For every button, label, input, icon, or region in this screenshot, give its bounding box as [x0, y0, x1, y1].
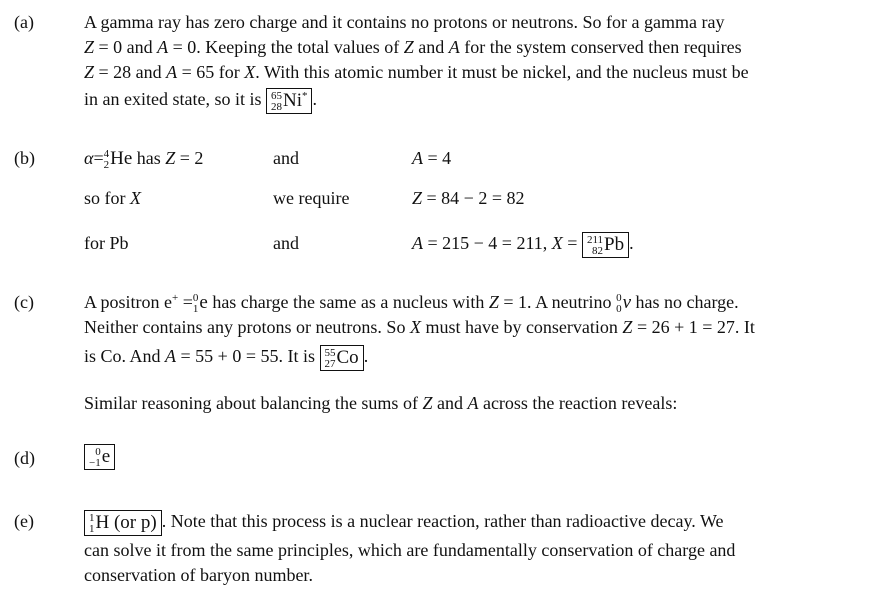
part-a-line-4: in an exited state, so it is 65 28 Ni* .: [84, 89, 317, 113]
part-b-row3-col3: A = 215 − 4 = 211, X = 211 82 Pb .: [412, 233, 634, 257]
part-a-line-3: Z = 28 and A = 65 for X. With this atomic number it must be nickel, and the nucleus must be: [84, 62, 749, 82]
part-e-line-3: conservation of baryon number.: [84, 565, 313, 585]
part-d-answer: [84, 442, 115, 470]
part-b-row1-col2: and: [273, 148, 299, 168]
part-b-row3-col2: and: [273, 233, 299, 253]
part-c-line-2: Neither contains any protons or neutrons. So X must have by conservation Z = 26 + 1 = 27. It: [84, 317, 755, 337]
part-e-line-2: can solve it from the same principles, which are fundamentally conservation of charge and: [84, 540, 736, 560]
part-a-line-1: A gamma ray has zero charge and it contains no protons or neutrons. So for a gamma ray: [84, 12, 725, 32]
part-d-label: (d): [14, 448, 35, 468]
part-b-label: (b): [14, 148, 35, 168]
part-a-label: (a): [14, 12, 34, 32]
part-b-row1-col1: α= 4 2 He has Z = 2: [84, 147, 204, 171]
part-b-row3-col1: for Pb: [84, 233, 129, 253]
answer-box-lead: 211 82 Pb: [582, 232, 629, 258]
part-a-line-2: Z = 0 and A = 0. Keeping the total values of Z and A for the system conserved then requires: [84, 37, 742, 57]
answer-box-nickel: 65 28 Ni*: [266, 88, 313, 114]
part-c-line-3: is Co. And A = 55 + 0 = 55. It is 55 27 Co .: [84, 346, 369, 370]
part-c-line-1: A positron e+ = 0 1 e has charge the same as a nucleus with Z = 1. A neutrino 0 0 ν has no charge.: [84, 291, 739, 315]
part-b-row2-col2: we require: [273, 188, 350, 208]
answer-box-cobalt: 55 27 Co: [320, 345, 364, 371]
answer-box-proton: 1 1 H (or p): [84, 510, 162, 536]
part-e-label: (e): [14, 511, 34, 531]
part-b-row2-col3: Z = 84 − 2 = 82: [412, 188, 525, 208]
part-e-line-1: 1 1 H (or p) . Note that this process is a nuclear reaction, rather than radioactive decay. We: [84, 508, 724, 536]
part-c-note: Similar reasoning about balancing the sums of Z and A across the reaction reveals:: [84, 393, 678, 413]
part-c-label: (c): [14, 292, 34, 312]
part-b-row1-col3: A = 4: [412, 148, 452, 168]
answer-box-electron: 0 −1 e: [84, 444, 115, 470]
part-b-row2-col1: so for X: [84, 188, 141, 208]
